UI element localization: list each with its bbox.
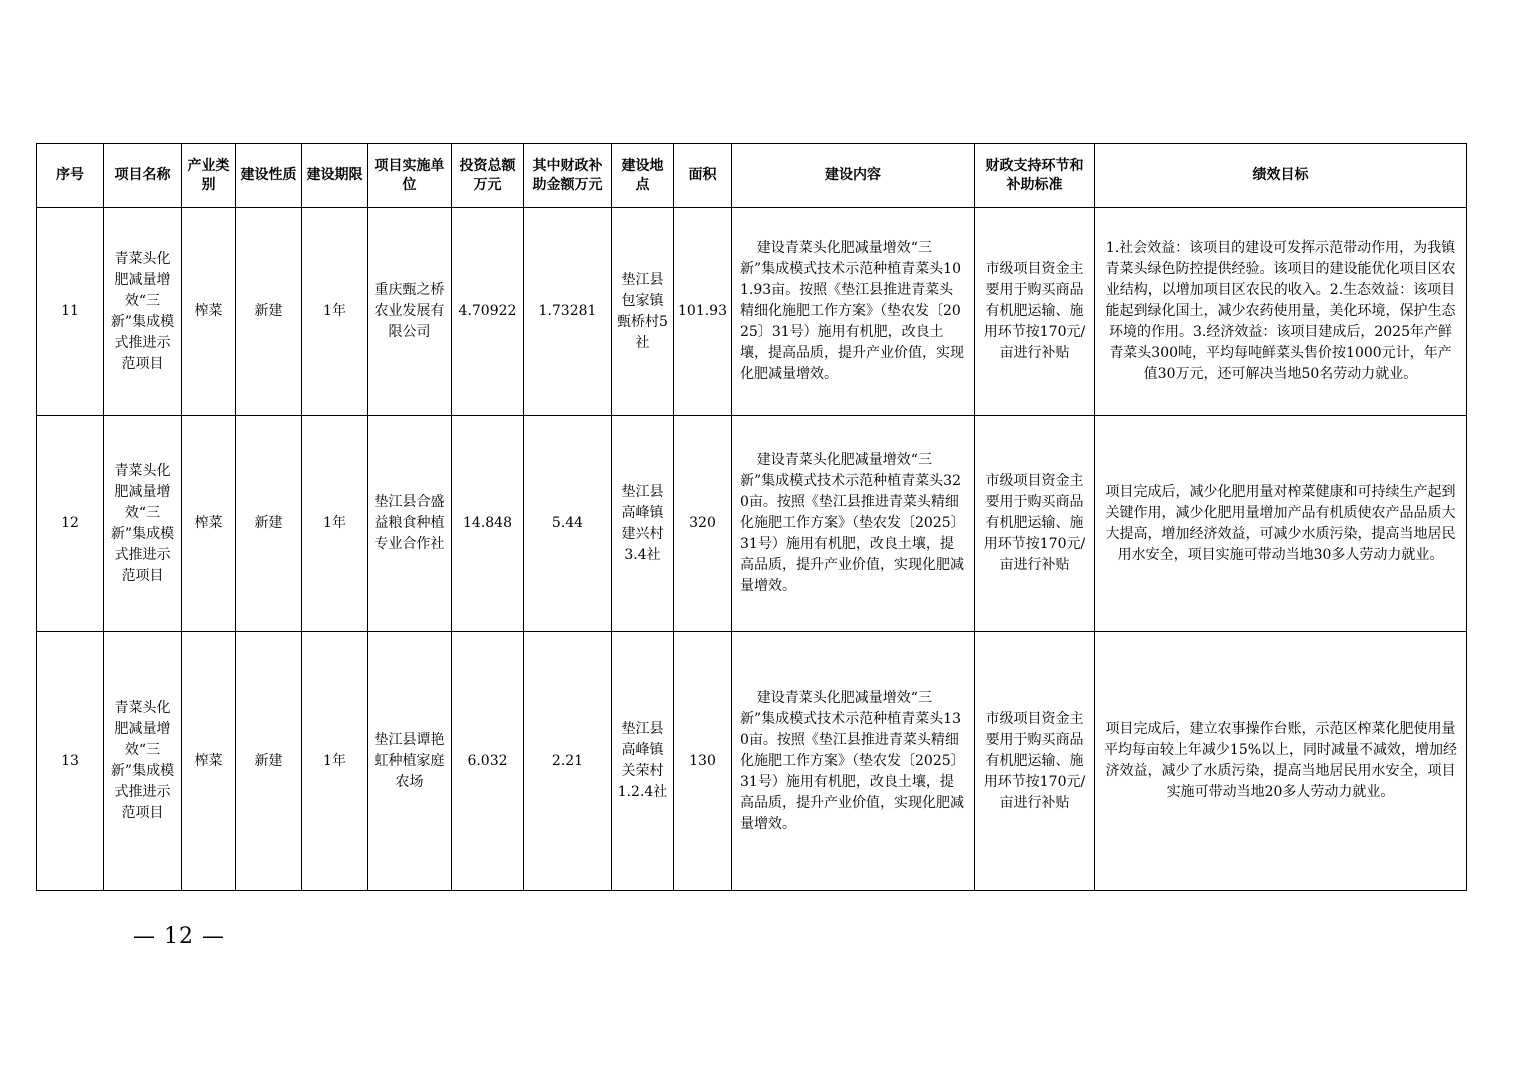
cell-content: 建设青菜头化肥减量增效“三新”集成模式技术示范种植青菜头101.93亩。按照《垫江县推进青菜头精细化施肥工作方案》（垫农发〔2025〕31号）施用有机肥，改良土壤，提高品质，提升产业价值，实现化肥减量增效。: [732, 208, 975, 416]
header-construction-nature: 建设性质: [236, 144, 302, 208]
cell-investment: 6.032: [452, 632, 524, 891]
cell-period: 1年: [302, 416, 368, 632]
header-total-investment: 投资总额万元: [452, 144, 524, 208]
cell-project-name: 青菜头化肥减量增效“三新”集成模式推进示范项目: [104, 632, 182, 891]
header-construction-period: 建设期限: [302, 144, 368, 208]
cell-support: 市级项目资金主要用于购买商品有机肥运输、施用环节按170元/亩进行补贴: [975, 208, 1095, 416]
cell-support: 市级项目资金主要用于购买商品有机肥运输、施用环节按170元/亩进行补贴: [975, 416, 1095, 632]
table-row: [37, 416, 1467, 632]
header-implementing-unit: 项目实施单位: [368, 144, 452, 208]
cell-nature: 新建: [236, 416, 302, 632]
header-location: 建设地点: [612, 144, 674, 208]
cell-unit: 垫江县谭艳虹种植家庭农场: [368, 632, 452, 891]
cell-area: 101.93: [674, 208, 732, 416]
cell-category: 榨菜: [182, 632, 236, 891]
table-header-row: [37, 144, 1467, 208]
page-number: — 12 —: [133, 924, 225, 949]
cell-category: 榨菜: [182, 208, 236, 416]
cell-location: 垫江县高峰镇关荣村1.2.4社: [612, 632, 674, 891]
cell-target: 项目完成后，减少化肥用量对榨菜健康和可持续生产起到关键作用，减少化肥用量增加产品有机质使农产品品质大大提高，增加经济效益，可减少水质污染，提高当地居民用水安全，项目实施可带动当地30多人劳动力就业。: [1095, 416, 1467, 632]
cell-location: 垫江县高峰镇建兴村3.4社: [612, 416, 674, 632]
cell-nature: 新建: [236, 632, 302, 891]
cell-subsidy: 1.73281: [524, 208, 612, 416]
cell-unit: 垫江县合盛益粮食种植专业合作社: [368, 416, 452, 632]
header-area: 面积: [674, 144, 732, 208]
header-construction-content: 建设内容: [732, 144, 975, 208]
cell-target: 项目完成后，建立农事操作台账，示范区榨菜化肥使用量平均每亩较上年减少15%以上，同时减量不减效，增加经济效益，减少了水质污染，提高当地居民用水安全，项目实施可带动当地20多人劳动力就业。: [1095, 632, 1467, 891]
project-table: [36, 143, 1467, 891]
header-industry-category: 产业类别: [182, 144, 236, 208]
cell-period: 1年: [302, 632, 368, 891]
cell-seq: 13: [37, 632, 104, 891]
cell-investment: 14.848: [452, 416, 524, 632]
header-support-standard: 财政支持环节和补助标准: [975, 144, 1095, 208]
table-row: [37, 632, 1467, 891]
cell-nature: 新建: [236, 208, 302, 416]
cell-period: 1年: [302, 208, 368, 416]
header-project-name: 项目名称: [104, 144, 182, 208]
cell-area: 320: [674, 416, 732, 632]
cell-target: 1.社会效益：该项目的建设可发挥示范带动作用，为我镇青菜头绿色防控提供经验。该项目的建设能优化项目区农业结构，以增加项目区农民的收入。2.生态效益：该项目能起到绿化国土，减少农药使用量，美化环境，保护生态环境的作用。3.经济效益：该项目建成后，2025年产鲜青菜头300吨，平均每吨鲜菜头售价按1000元计，年产值30万元，还可解决当地50名劳动力就业。: [1095, 208, 1467, 416]
cell-support: 市级项目资金主要用于购买商品有机肥运输、施用环节按170元/亩进行补贴: [975, 632, 1095, 891]
cell-project-name: 青菜头化肥减量增效“三新”集成模式推进示范项目: [104, 416, 182, 632]
cell-content: 建设青菜头化肥减量增效“三新”集成模式技术示范种植青菜头130亩。按照《垫江县推进青菜头精细化施肥工作方案》（垫农发〔2025〕31号）施用有机肥，改良土壤，提高品质，提升产业价值，实现化肥减量增效。: [732, 632, 975, 891]
cell-category: 榨菜: [182, 416, 236, 632]
header-seq: 序号: [37, 144, 104, 208]
cell-location: 垫江县包家镇甄桥村5社: [612, 208, 674, 416]
cell-area: 130: [674, 632, 732, 891]
header-performance-target: 绩效目标: [1095, 144, 1467, 208]
cell-unit: 重庆甄之桥农业发展有限公司: [368, 208, 452, 416]
cell-subsidy: 5.44: [524, 416, 612, 632]
cell-seq: 11: [37, 208, 104, 416]
table-row: [37, 208, 1467, 416]
cell-seq: 12: [37, 416, 104, 632]
cell-subsidy: 2.21: [524, 632, 612, 891]
header-fiscal-subsidy: 其中财政补助金额万元: [524, 144, 612, 208]
cell-content: 建设青菜头化肥减量增效“三新”集成模式技术示范种植青菜头320亩。按照《垫江县推进青菜头精细化施肥工作方案》（垫农发〔2025〕31号）施用有机肥，改良土壤，提高品质，提升产业价值，实现化肥减量增效。: [732, 416, 975, 632]
cell-investment: 4.70922: [452, 208, 524, 416]
cell-project-name: 青菜头化肥减量增效“三新”集成模式推进示范项目: [104, 208, 182, 416]
